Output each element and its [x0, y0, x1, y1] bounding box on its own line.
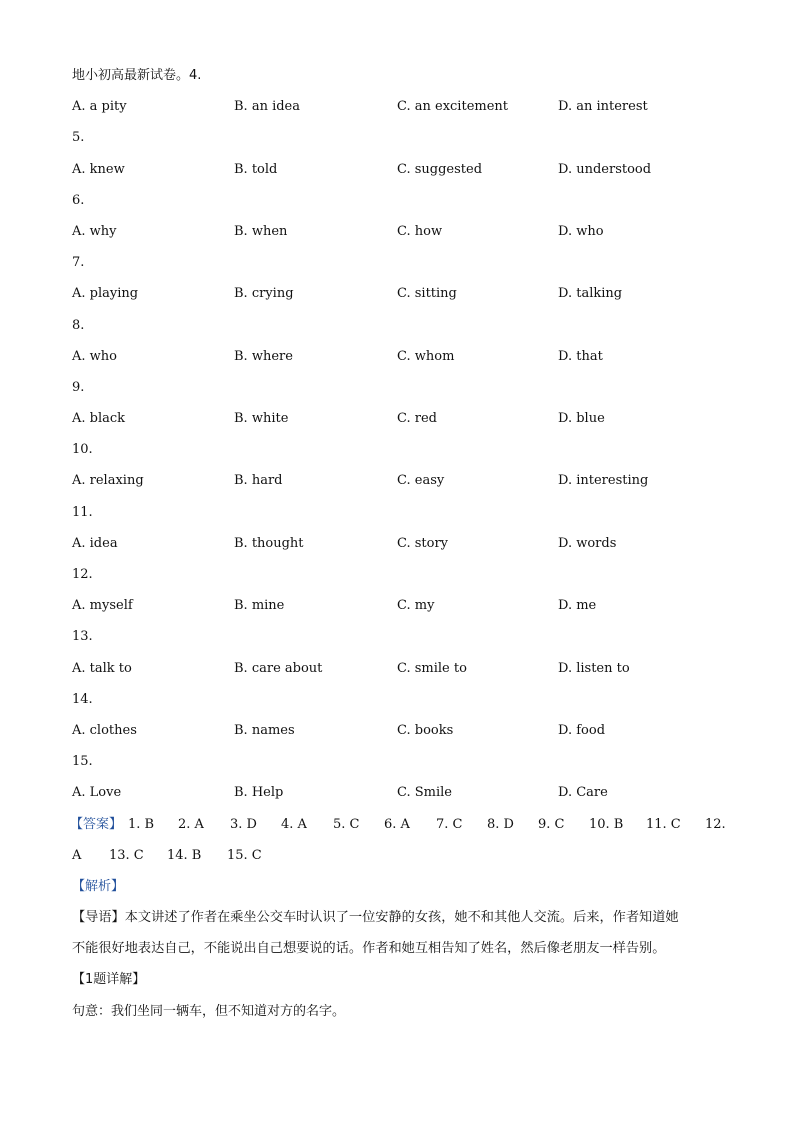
answer-item: 4. A	[281, 816, 307, 832]
options-row	[72, 590, 732, 621]
options-row	[72, 278, 732, 309]
option-a: A. black	[72, 411, 126, 427]
option-d: D. Care	[558, 785, 608, 801]
question-number: 7.	[72, 255, 85, 271]
question-number: 6.	[72, 192, 85, 208]
option-b: B. white	[234, 411, 289, 427]
option-a: A. myself	[72, 598, 133, 614]
option-a: A. knew	[72, 161, 125, 177]
answer-item: A	[72, 847, 82, 863]
options-row	[72, 403, 732, 434]
guide-text-1: 本文讲述了作者在乘坐公交车时认识了一位安静的女孩，她不和其他人交流。后来，作者知道她	[124, 910, 679, 926]
option-c: C. my	[397, 598, 435, 614]
option-d: D. who	[558, 223, 604, 239]
option-d: D. that	[558, 348, 603, 364]
option-c: C. story	[397, 535, 449, 551]
option-c: C. easy	[397, 473, 445, 489]
sentence-meaning: 句意：我们坐同一辆车，但不知道对方的名字。	[72, 1003, 346, 1019]
options-row	[72, 715, 732, 746]
question-number: 14.	[72, 691, 93, 707]
answer-item: 10. B	[589, 816, 624, 832]
answer-label: 【答案】	[70, 816, 123, 832]
question-list	[72, 91, 732, 808]
option-c: C. red	[397, 411, 437, 427]
answer-item: 1. B	[128, 816, 155, 832]
detail-heading	[72, 964, 732, 995]
option-a: A. playing	[72, 286, 139, 302]
header-line	[72, 60, 732, 91]
option-b: B. thought	[234, 535, 304, 551]
option-b: B. when	[234, 223, 288, 239]
option-c: C. sitting	[397, 286, 457, 302]
option-a: A. idea	[72, 535, 118, 551]
document-page	[72, 60, 732, 1027]
answer-item: 2. A	[178, 816, 204, 832]
answer-item: 8. D	[487, 816, 514, 832]
question-number: 5.	[72, 130, 85, 146]
question-number: 15.	[72, 754, 93, 770]
header-text: 地小初高最新试卷。4.	[72, 68, 202, 83]
option-a: A. talk to	[72, 660, 132, 676]
question-number: 13.	[72, 629, 93, 645]
guide-paragraph	[72, 902, 732, 964]
option-c: C. suggested	[397, 161, 483, 177]
option-b: B. Help	[234, 785, 284, 801]
option-b: B. an idea	[234, 99, 300, 115]
answer-item: 13. C	[109, 847, 144, 863]
option-d: D. food	[558, 722, 606, 738]
answer-item: 9. C	[538, 816, 565, 832]
question-number: 11.	[72, 504, 93, 520]
sentence-meaning-line	[72, 996, 732, 1027]
analysis-label: 【解析】	[72, 878, 125, 894]
option-d: D. talking	[558, 286, 623, 302]
option-a: A. relaxing	[72, 473, 144, 489]
question-number: 10.	[72, 442, 93, 458]
answer-item: 12.	[705, 816, 726, 832]
detail-label: 【1题详解】	[72, 972, 146, 988]
option-a: A. Love	[72, 785, 122, 801]
option-c: C. Smile	[397, 785, 452, 801]
options-row	[72, 341, 732, 372]
question-number: 12.	[72, 567, 93, 582]
answer-item: 6. A	[384, 816, 410, 832]
option-b: B. care about	[234, 660, 323, 676]
option-a: A. clothes	[72, 722, 137, 738]
options-row	[72, 91, 732, 122]
options-row	[72, 777, 732, 808]
option-c: C. an excitement	[397, 99, 509, 115]
answer-item: 11. C	[646, 816, 681, 832]
options-row	[72, 216, 732, 247]
option-b: B. where	[234, 348, 293, 364]
options-row	[72, 465, 732, 496]
answer-line-1	[72, 809, 732, 840]
guide-line-1	[72, 902, 732, 933]
answer-item: 15. C	[227, 847, 262, 863]
option-b: B. hard	[234, 473, 283, 489]
option-d: D. an interest	[558, 99, 648, 115]
option-c: C. smile to	[397, 660, 467, 676]
option-c: C. how	[397, 223, 443, 239]
option-d: D. listen to	[558, 660, 630, 676]
answer-item: 14. B	[167, 847, 202, 863]
option-b: B. told	[234, 161, 278, 177]
option-d: D. words	[558, 535, 617, 551]
option-a: A. who	[72, 348, 117, 364]
guide-text-2: 不能很好地表达自己，不能说出自己想要说的话。作者和她互相告知了姓名，然后像老朋友一样告别。	[72, 941, 666, 957]
option-a: A. a pity	[72, 99, 127, 115]
options-row	[72, 653, 732, 684]
analysis-heading	[72, 871, 732, 902]
guide-line-2	[72, 933, 732, 964]
option-b: B. crying	[234, 286, 294, 302]
guide-label: 【导语】	[72, 910, 125, 926]
option-d: D. me	[558, 598, 597, 614]
option-c: C. whom	[397, 348, 455, 364]
option-b: B. names	[234, 722, 295, 738]
answer-item: 3. D	[230, 816, 257, 832]
options-row	[72, 528, 732, 559]
option-d: D. understood	[558, 161, 652, 177]
answer-item: 5. C	[333, 816, 360, 832]
option-b: B. mine	[234, 598, 285, 614]
question-number: 8.	[72, 317, 85, 333]
question-number: 9.	[72, 379, 85, 395]
option-d: D. blue	[558, 411, 605, 427]
option-a: A. why	[72, 223, 117, 239]
answer-item: 7. C	[436, 816, 463, 832]
option-c: C. books	[397, 722, 454, 738]
answer-line-2	[72, 840, 732, 871]
options-row	[72, 154, 732, 185]
option-d: D. interesting	[558, 473, 649, 489]
